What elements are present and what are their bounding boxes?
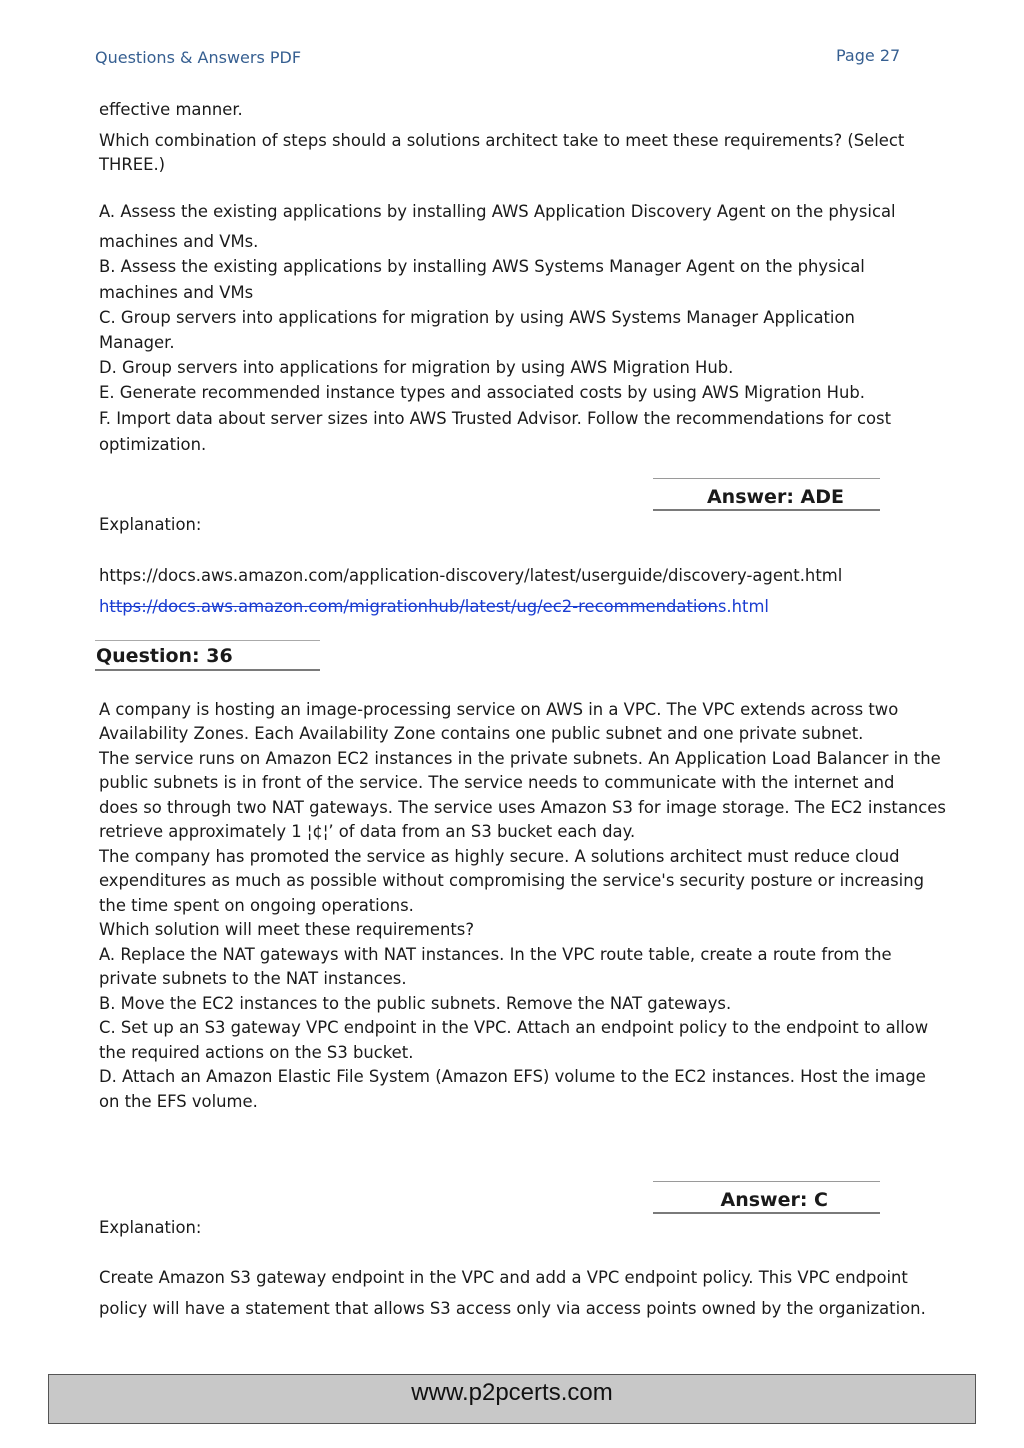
q35-option-line: F. Import data about server sizes into AWS Trusted Advisor. Follow the recommendations for cost [99,409,892,428]
q35-option-line: E. Generate recommended instance types and associated costs by using AWS Migration Hub. [99,383,865,402]
q35-option-line: optimization. [99,435,207,454]
q35-option-line: A. Assess the existing applications by installing AWS Application Discovery Agent on the physical [99,202,896,221]
q36-body-line: private subnets to the NAT instances. [99,969,407,988]
q35-option-line: machines and VMs [99,283,254,302]
q36-body-line: retrieve approximately 1 ¦¢¦’ of data from an S3 bucket each day. [99,822,636,841]
link2-struck: ttps://docs.aws.amazon.com/migrationhub/latest/ug/ec2-recommendation [109,597,718,616]
q35-option-line: C. Group servers into applications for migration by using AWS Systems Manager Application [99,308,855,327]
q36-explanation-label: Explanation: [99,1218,202,1237]
q35-reference-link-1[interactable]: https://docs.aws.amazon.com/application-discovery/latest/userguide/discovery-agent.html [99,566,843,585]
q36-body-line: A. Replace the NAT gateways with NAT instances. In the VPC route table, create a route from the [99,945,892,964]
q36-body-line: does so through two NAT gateways. The service uses Amazon S3 for image storage. The EC2 instances [99,798,946,817]
q36-explanation-line: Create Amazon S3 gateway endpoint in the VPC and add a VPC endpoint policy. This VPC endpoint [99,1268,908,1287]
q36-body-line: on the EFS volume. [99,1092,258,1111]
q36-body-line: Availability Zones. Each Availability Zone contains one public subnet and one private subnet. [99,724,864,743]
q36-body-line: C. Set up an S3 gateway VPC endpoint in the VPC. Attach an endpoint policy to the endpoint to allow [99,1018,929,1037]
q36-body-line: public subnets is in front of the service. The service needs to communicate with the internet and [99,773,895,792]
footer-website[interactable]: www.p2pcerts.com [411,1379,613,1406]
header-title: Questions & Answers PDF [95,48,302,67]
q35-intro-line: THREE.) [99,155,166,174]
link2-end: s.html [717,597,769,616]
q35-reference-link-2[interactable] [99,597,769,617]
q36-answer: Answer: C [720,1189,828,1211]
q35-option-line: D. Group servers into applications for migration by using AWS Migration Hub. [99,358,734,377]
q35-answer: Answer: ADE [706,486,844,508]
q35-option-line: machines and VMs. [99,232,259,251]
q36-body-line: the required actions on the S3 bucket. [99,1043,414,1062]
q35-option-line: B. Assess the existing applications by installing AWS Systems Manager Agent on the physical [99,257,865,276]
q35-explanation-label: Explanation: [99,515,202,534]
q36-body-line: the time spent on ongoing operations. [99,896,414,915]
q36-body-line: Which solution will meet these requirements? [99,920,475,939]
page-number: Page 27 [836,46,901,65]
q35-answer-box [653,478,880,511]
q36-body-line: expenditures as much as possible without compromising the service's security posture or increasing [99,871,924,890]
q36-body-line: The company has promoted the service as highly secure. A solutions architect must reduce cloud [99,847,900,866]
question-36-title: Question: 36 [96,645,233,667]
footer-bar [48,1374,976,1424]
question-36-heading-box [95,640,320,671]
q36-body-line: B. Move the EC2 instances to the public subnets. Remove the NAT gateways. [99,994,732,1013]
q36-explanation-line: policy will have a statement that allows S3 access only via access points owned by the organization. [99,1299,926,1318]
q36-body-line: A company is hosting an image-processing service on AWS in a VPC. The VPC extends across two [99,700,899,719]
q36-body-line: The service runs on Amazon EC2 instances in the private subnets. An Application Load Balancer in the [99,749,941,768]
link2-start: h [99,597,110,616]
q35-option-line: Manager. [99,333,175,352]
q36-answer-box [653,1181,880,1214]
q36-body-line: D. Attach an Amazon Elastic File System (Amazon EFS) volume to the EC2 instances. Host the image [99,1067,926,1086]
q35-intro-line: Which combination of steps should a solutions architect take to meet these requirements? (Select [99,131,905,150]
q35-intro-line: effective manner. [99,100,243,119]
